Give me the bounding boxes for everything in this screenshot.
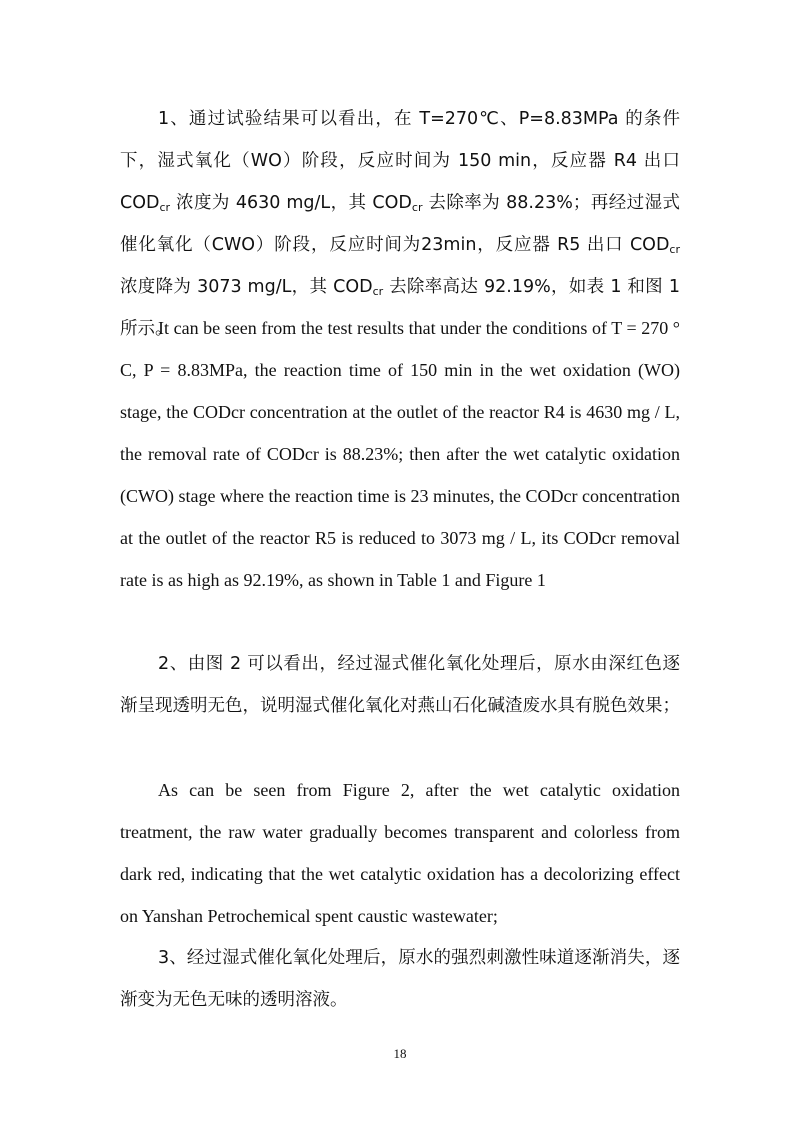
para1-text-b: 浓度为 4630 mg/L，其 COD — [170, 193, 412, 213]
paragraph-1-en: It can be seen from the test results that under the conditions of T = 270 ° C, P = 8.83MPa, the reaction time of 150 min in the wet oxidation (WO) stage, the CODcr concentration at the outlet of the reactor R4 is 4630 mg / L, the removal rate of CODcr is 88.23%; then after the wet catalytic oxidation (CWO) stage where the reaction time is 23 minutes, the CODcr concentration at the outlet of the reactor R5 is reduced to 3073 mg / L, its CODcr removal rate is as high as 92.19%, as shown in Table 1 and Figure 1 — [120, 318, 680, 590]
para1-text-d: 浓度降为 3073 mg/L，其 COD — [120, 277, 373, 297]
paragraph-3-zh: 3、经过湿式催化氧化处理后，原水的强烈刺激性味道逐渐消失，逐渐变为无色无味的透明溶液。 — [120, 948, 680, 1010]
page-number: 18 — [393, 1046, 407, 1061]
para1-sub-2: cr — [411, 201, 423, 214]
para1-text-e: 去除率高达 92.19%，如表 1 和图 1 所示。 — [120, 277, 681, 339]
paragraph-2-zh: 2、由图 2 可以看出，经过湿式催化氧化处理后，原水由深红色逐渐呈现透明无色，说明湿式催化氧化对燕山石化碱渣废水具有脱色效果； — [120, 654, 680, 716]
paragraph-2-en: As can be seen from Figure 2, after the wet catalytic oxidation treatment, the raw water gradually becomes transparent and colorless from dark red, indicating that the wet catalytic oxidation has a decolorizing effect on Yanshan Petrochemical spent caustic wastewater; — [120, 780, 680, 926]
para1-sub-3: cr — [669, 243, 680, 256]
para1-text-a: 1、通过试验结果可以看出，在 T=270℃、P=8.83MPa 的条件下，湿式氧化（WO）阶段，反应时间为 150 min，反应器 R4 出口 COD — [120, 109, 680, 213]
para1-sub-1: cr — [159, 201, 171, 214]
para1-text-c: 去除率为 88.23%；再经过湿式催化氧化（CWO）阶段，反应时间为23min，反应器 R5 出口 COD — [120, 193, 681, 255]
para1-sub-4: cr — [372, 285, 384, 298]
